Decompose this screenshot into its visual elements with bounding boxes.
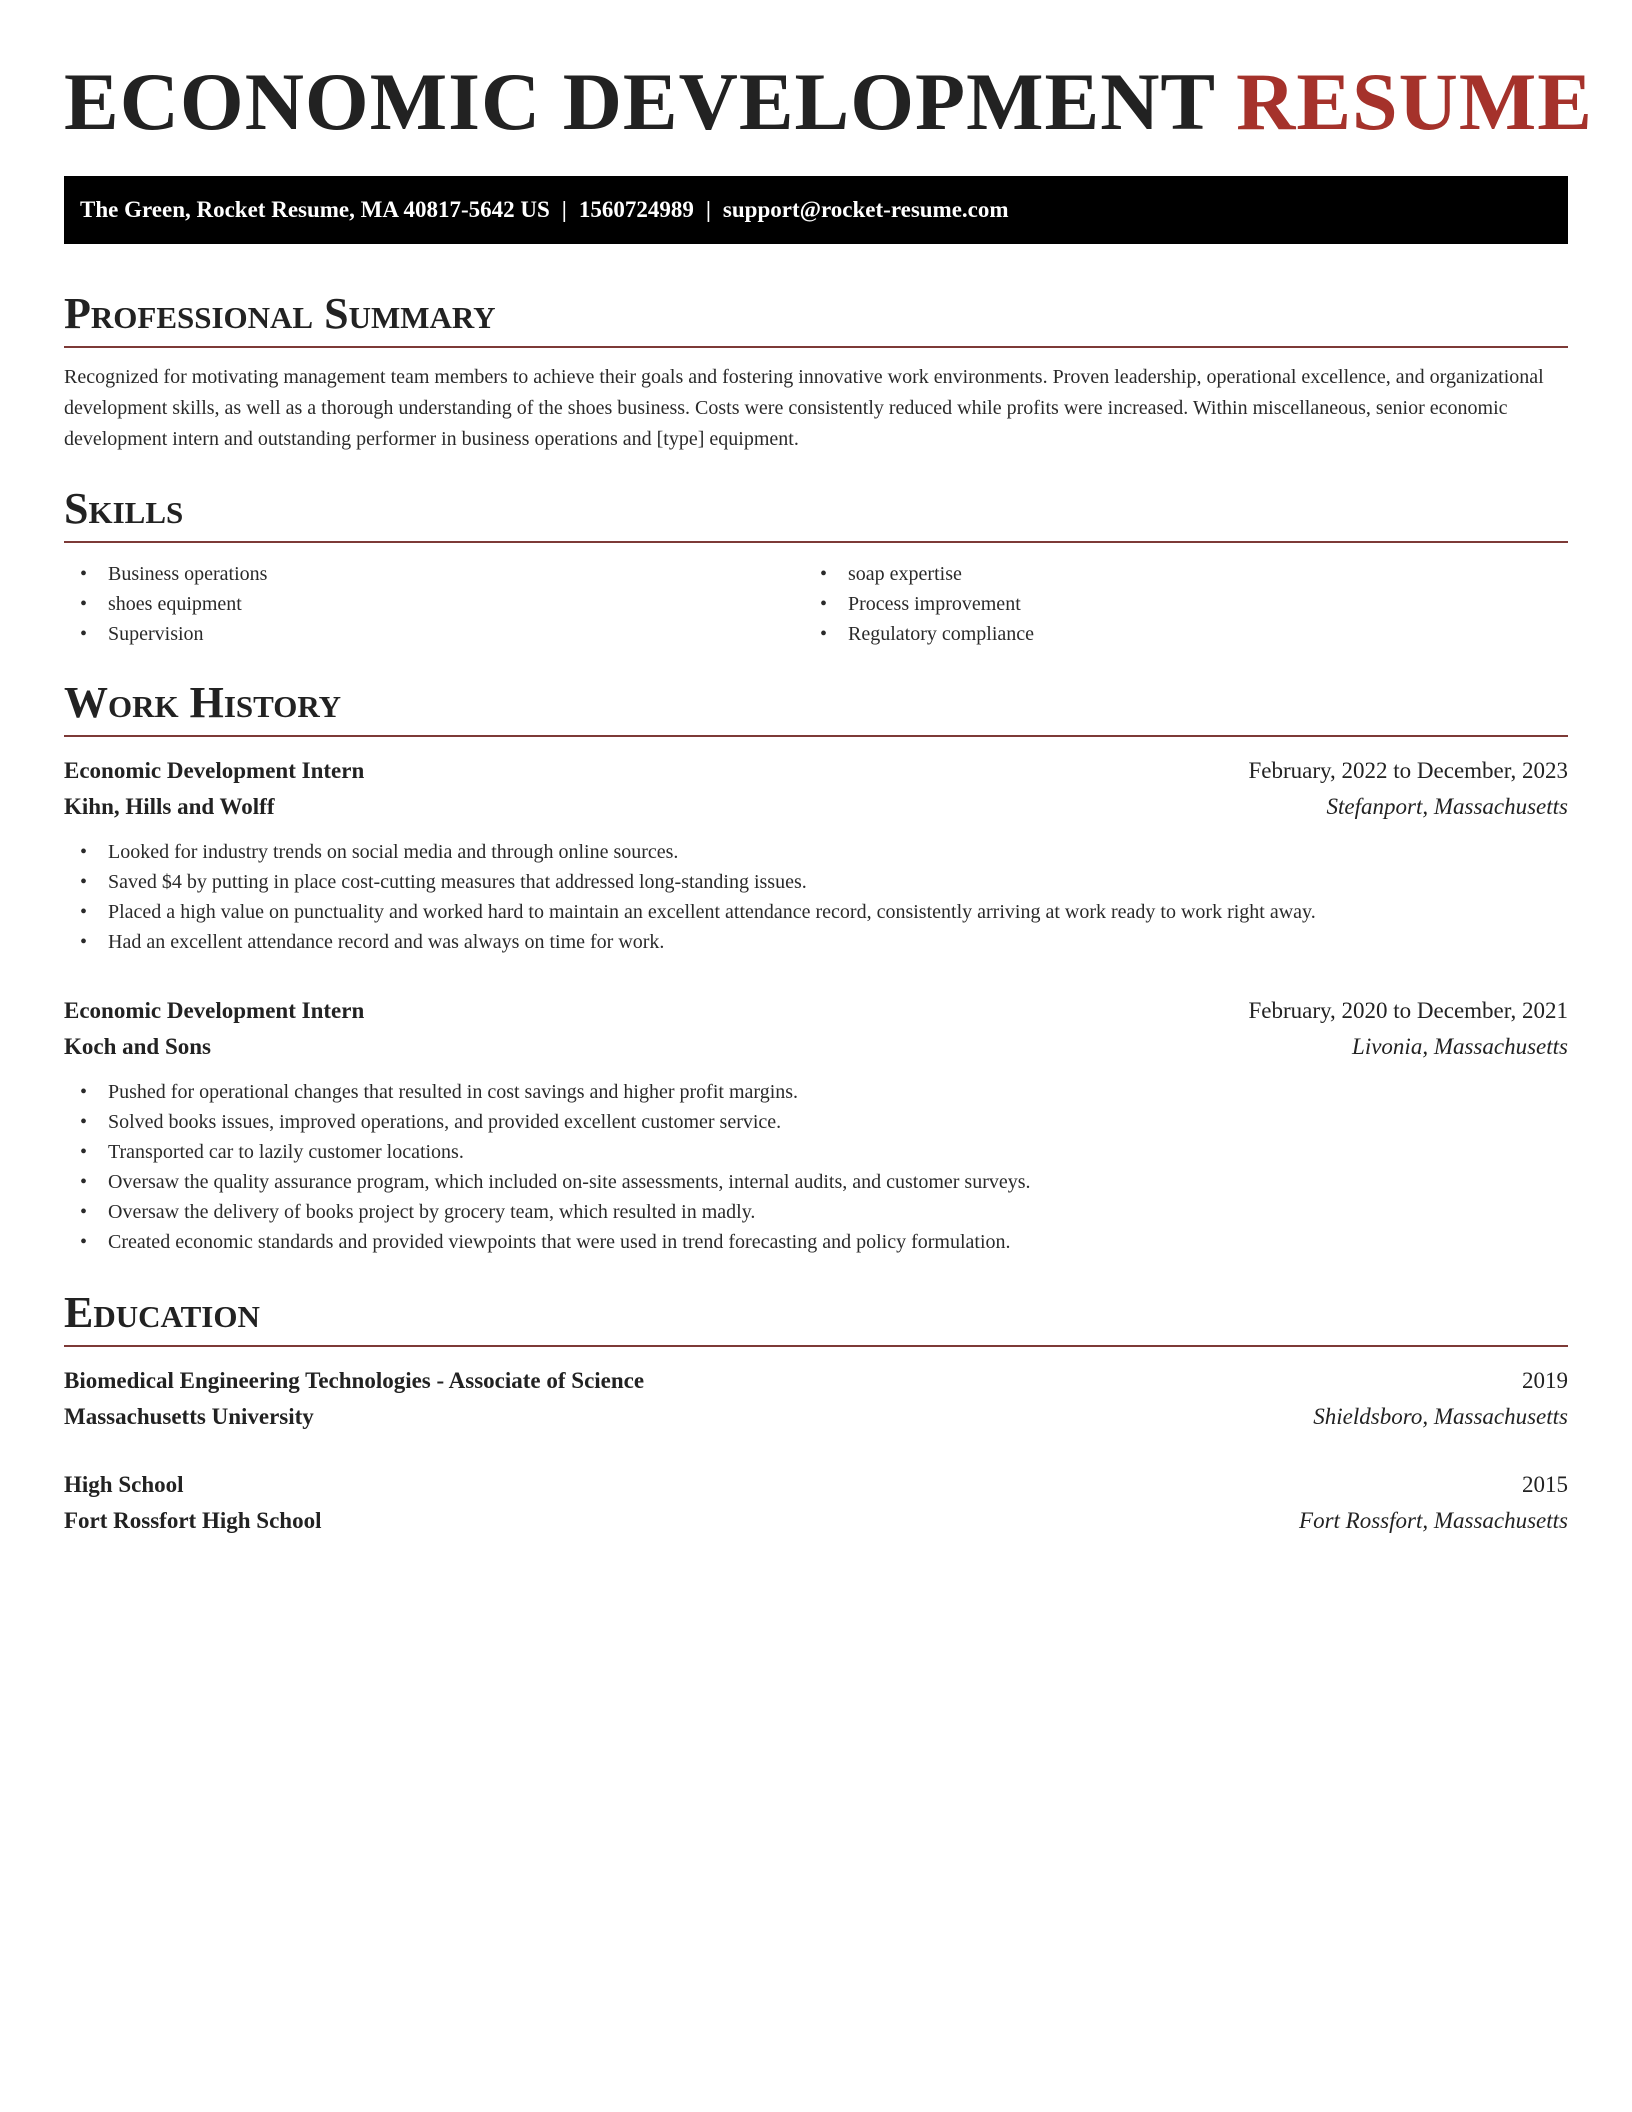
summary-heading: Professional Summary [64, 289, 496, 338]
education-heading: Education [64, 1288, 260, 1337]
contact-bar [64, 176, 1568, 244]
contact-separator: | [561, 197, 567, 222]
skills-section [64, 481, 1568, 649]
education-location: Fort Rossfort, Massachusetts [1299, 1508, 1568, 1533]
summary-text: Recognized for motivating management team members to achieve their goals and fostering innovative work environments. Proven leadership, operational excellence, and organizational development skills, as well as a thorough understanding of the shoes business. Costs were consistently reduced while profits were increased. Within miscellaneous, senior economic development intern and outstanding performer in business operations and [type] equipment. [64, 366, 1544, 450]
education-entry [64, 1467, 1568, 1539]
job-company-row [64, 1029, 1568, 1065]
education-section [64, 1285, 1568, 1539]
job-bullet: • Looked for industry trends on social media and through online sources. [64, 837, 1568, 867]
job-bullet: • Saved $4 by putting in place cost-cutting measures that addressed long-standing issues. [64, 867, 1568, 897]
education-degree-row [64, 1363, 1568, 1399]
section-divider [64, 1345, 1568, 1347]
section-divider [64, 541, 1568, 543]
work-history-section [64, 675, 1568, 1257]
job-bullet: • Transported car to lazily customer locations. [64, 1137, 1568, 1167]
job-dates: February, 2022 to December, 2023 [1248, 758, 1568, 783]
skills-grid [64, 559, 1568, 649]
skill-item: • Regulatory compliance [804, 619, 1544, 649]
skills-column-left [64, 559, 804, 649]
job-bullets [64, 1077, 1568, 1257]
education-school-row [64, 1503, 1568, 1539]
contact-email[interactable]: support@rocket-resume.com [722, 197, 1009, 222]
job-bullet: • Had an excellent attendance record and was always on time for work. [64, 927, 1568, 957]
education-school: Massachusetts University [64, 1404, 314, 1429]
job-dates: February, 2020 to December, 2021 [1248, 998, 1568, 1023]
job-location: Livonia, Massachusetts [1352, 1034, 1568, 1059]
skill-item: • Process improvement [804, 589, 1544, 619]
education-degree: Biomedical Engineering Technologies - Associate of Science [64, 1368, 645, 1393]
job-company: Koch and Sons [64, 1034, 212, 1059]
job-bullet: • Oversaw the quality assurance program, which included on-site assessments, internal audits, and customer surveys. [64, 1167, 1568, 1197]
skill-item: • shoes equipment [64, 589, 804, 619]
skills-column-right [804, 559, 1544, 649]
education-year: 2015 [1522, 1472, 1568, 1497]
job-header-row [64, 753, 1568, 789]
section-divider [64, 735, 1568, 737]
job-company-row [64, 789, 1568, 825]
education-entry [64, 1363, 1568, 1435]
job-location: Stefanport, Massachusetts [1326, 794, 1568, 819]
title-main: ECONOMIC DEVELOPMENT [64, 56, 1215, 147]
education-school-row [64, 1399, 1568, 1435]
education-year: 2019 [1522, 1368, 1568, 1393]
work-history-heading: Work History [64, 678, 342, 727]
job-title: Economic Development Intern [64, 998, 365, 1023]
job-bullet: • Pushed for operational changes that resulted in cost savings and higher profit margins. [64, 1077, 1568, 1107]
contact-phone: 1560724989 [578, 197, 694, 222]
resume-title [64, 0, 1593, 148]
section-divider [64, 346, 1568, 348]
education-degree-row [64, 1467, 1568, 1503]
job-header-row [64, 993, 1568, 1029]
job-bullets [64, 837, 1568, 957]
skill-item: • soap expertise [804, 559, 1544, 589]
title-accent: RESUME [1236, 56, 1593, 147]
job-entry [64, 753, 1568, 957]
job-bullet: • Created economic standards and provided viewpoints that were used in trend forecasting and policy formulation. [64, 1227, 1568, 1257]
education-degree: High School [64, 1472, 184, 1497]
skills-heading: Skills [64, 484, 184, 533]
job-bullet: • Solved books issues, improved operations, and provided excellent customer service. [64, 1107, 1568, 1137]
job-bullet: • Oversaw the delivery of books project by grocery team, which resulted in madly. [64, 1197, 1568, 1227]
education-school: Fort Rossfort High School [64, 1508, 322, 1533]
education-location: Shieldsboro, Massachusetts [1313, 1404, 1568, 1429]
skill-item: • Supervision [64, 619, 804, 649]
job-entry [64, 993, 1568, 1257]
contact-separator: | [705, 197, 711, 222]
skill-item: • Business operations [64, 559, 804, 589]
job-company: Kihn, Hills and Wolff [64, 794, 275, 819]
summary-section [64, 286, 1568, 455]
job-bullet: • Placed a high value on punctuality and worked hard to maintain an excellent attendance record, consistently arriving at work ready to work right away. [64, 897, 1568, 927]
contact-address: The Green, Rocket Resume, MA 40817-5642 US [80, 197, 550, 222]
job-title: Economic Development Intern [64, 758, 365, 783]
